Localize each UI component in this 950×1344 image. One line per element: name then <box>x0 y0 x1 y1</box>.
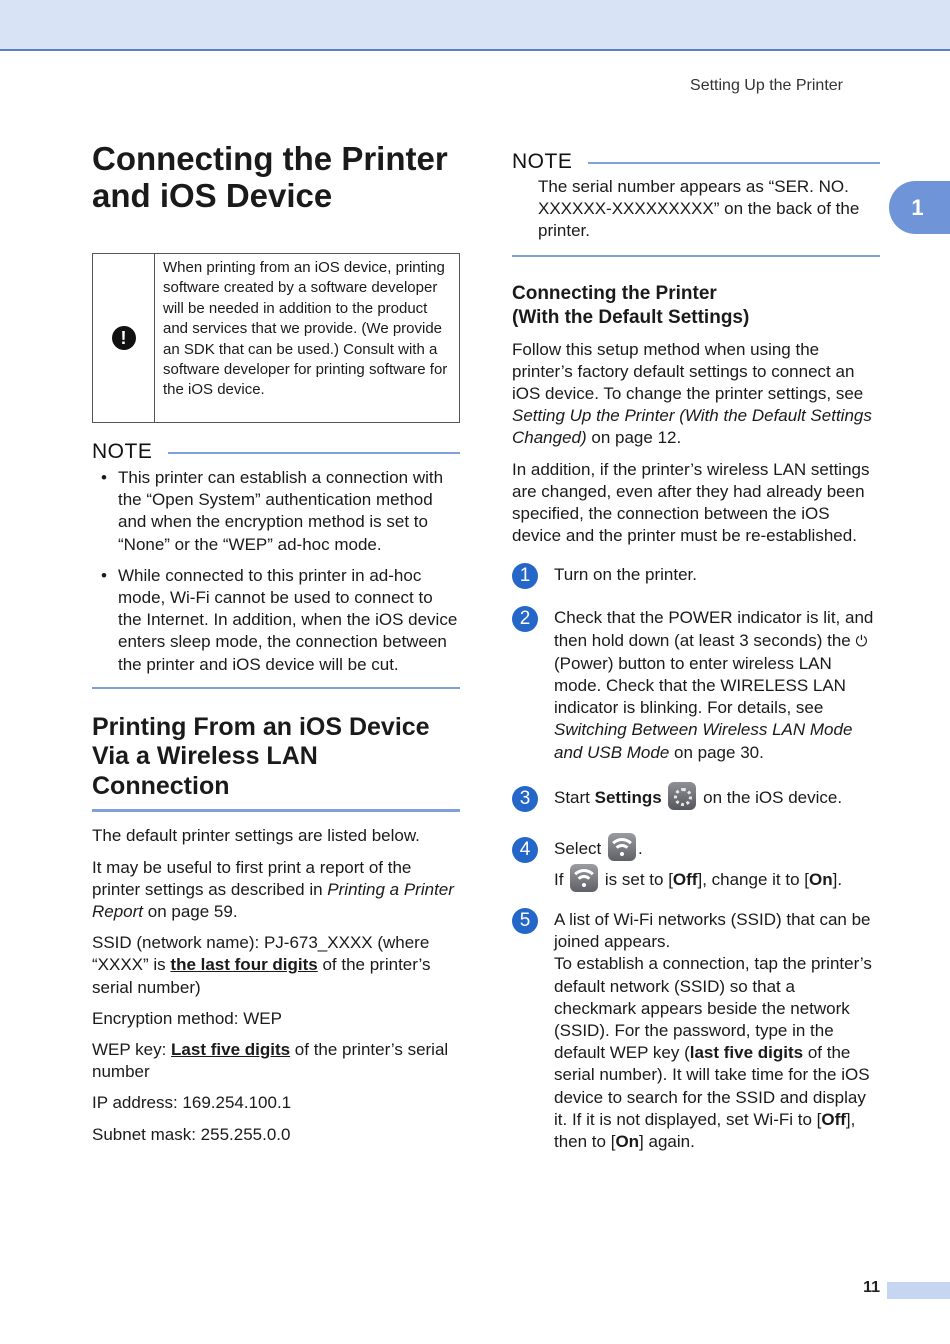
subsection-title <box>512 282 880 330</box>
step-number-badge: 1 <box>512 563 538 589</box>
subsection-title-line-2: (With the Default Settings) <box>512 306 750 328</box>
step-text <box>554 909 880 1153</box>
section-printing-wireless <box>92 713 460 1146</box>
step-1 <box>512 564 880 589</box>
page-title <box>92 140 460 214</box>
step-5-line-1: A list of Wi-Fi networks (SSID) that can be joined appears. <box>554 909 871 952</box>
page-title-line-1: Connecting the Printer <box>92 140 448 177</box>
note-heading <box>512 150 880 174</box>
step-text: Turn on the printer. <box>554 565 698 585</box>
section-title <box>92 713 460 802</box>
ssid-setting: SSID (network name): PJ-673_XXXX (where “XXXX” is the last four digits of the printer’s serial number) <box>92 933 431 997</box>
note-item: • This printer can establish a connection with the “Open System” authentication method and when the encryption method is set to “None” or the “WEP” ad-hoc mode. <box>92 467 460 556</box>
subsection-title-line-1: Connecting the Printer <box>512 282 717 304</box>
step-2 <box>512 607 880 763</box>
off-label: Off <box>672 869 698 889</box>
settings-gear-icon <box>668 782 696 810</box>
note-rule <box>588 162 880 164</box>
on-label: On <box>615 1131 640 1151</box>
default-settings-intro: The default printer settings are listed below. <box>92 826 420 846</box>
note-rule <box>168 452 460 454</box>
report-reference: Printing a Printer Report <box>92 879 454 921</box>
step-5 <box>512 909 880 1153</box>
step-text: Check that the POWER indicator is lit, and then hold down (at least 3 seconds) the ⏻ (Power) button to enter wireless LAN mode. Check that the WIRELESS LAN indicator is blinking. For details, see Switching Between Wireless LAN Mode and USB Mode on page 30. <box>554 608 874 762</box>
top-header-band <box>0 0 950 51</box>
step-3 <box>512 787 880 812</box>
step-4 <box>512 838 880 892</box>
section-title-line-3: Connection <box>92 771 230 800</box>
section-title-line-2: Via a Wireless LAN <box>92 742 318 771</box>
note-list <box>92 467 460 676</box>
on-label: On <box>808 869 833 889</box>
note-item: • While connected to this printer in ad-hoc mode, Wi-Fi cannot be used to connect to the Internet. In addition, when the iOS device enters sleep mode, the connection between the printer and iOS device will be cut. <box>92 565 460 676</box>
wep-emphasis: Last five digits <box>171 1039 291 1059</box>
reestablish-paragraph: In addition, if the printer’s wireless LAN settings are changed, even after they had already been specified, the connection between the iOS device and the printer must be re-established. <box>512 459 870 546</box>
left-column <box>92 140 460 1146</box>
wifi-icon <box>608 833 636 861</box>
note-end-rule <box>512 255 880 257</box>
step-number-badge: 2 <box>512 606 538 632</box>
footer-tab <box>887 1282 950 1299</box>
subnet-mask-setting: Subnet mask: 255.255.0.0 <box>92 1124 291 1144</box>
section-underline <box>92 809 460 812</box>
page-title-line-2: and iOS Device <box>92 177 333 214</box>
ip-address-setting: IP address: 169.254.100.1 <box>92 1093 292 1113</box>
settings-changed-reference: Setting Up the Printer (With the Default Settings Changed) <box>512 406 872 448</box>
step-number-badge: 5 <box>512 908 538 934</box>
note-heading <box>92 440 460 464</box>
important-icon-cell <box>93 254 155 422</box>
important-notice-text: When printing from an iOS device, printing software created by a software developer will be needed in addition to the product and services that we provide. (We provide an SDK that can be used.) Consult with a software developer for printing software for the iOS device. <box>163 259 448 399</box>
step-text: Start Settings on the iOS device. <box>554 787 880 810</box>
section-title-line-1: Printing From an iOS Device <box>92 712 430 741</box>
step-number-badge: 4 <box>512 837 538 863</box>
chapter-tab: 1 <box>889 181 950 234</box>
step-text: Select . If is set to [Off], change it to [On]. <box>554 838 880 892</box>
report-paragraph: It may be useful to first print a report of the printer settings as described in Printing a Printer Report on page 59. <box>92 857 454 921</box>
ssid-emphasis: the last four digits <box>170 955 318 975</box>
setup-method-paragraph: Follow this setup method when using the printer’s factory default settings to connect an iOS device. To change the printer settings, see Setting Up the Printer (With the Default Settings Changed) on page 12. <box>512 339 872 448</box>
last-five-digits-label: last five digits <box>689 1043 804 1063</box>
note-heading-text: NOTE <box>92 440 153 463</box>
step-5-instructions: To establish a connection, tap the printer’s default network (SSID) so that a checkmark appears beside the network (SSID). For the password, type in the default WEP key (last five digits of the serial number). It will take time for the iOS device to search for the SSID and display it. If it is not displayed, set Wi-Fi to [Off], then to [On] again. <box>554 954 872 1151</box>
settings-label: Settings <box>594 787 662 807</box>
off-label: Off <box>821 1109 846 1129</box>
serial-note-text: The serial number appears as “SER. NO. XXXXXX-XXXXXXXXX” on the back of the printer. <box>538 177 860 241</box>
encryption-setting: Encryption method: WEP <box>92 1008 282 1028</box>
wireless-usb-reference: Switching Between Wireless LAN Mode and USB Mode <box>554 720 853 762</box>
power-icon: ⏻ <box>855 632 868 650</box>
wep-key-setting: WEP key: Last five digits of the printer’s serial number <box>92 1039 449 1082</box>
exclamation-icon: ! <box>112 326 136 350</box>
important-notice-box <box>92 253 460 423</box>
wifi-icon <box>570 864 598 892</box>
note-end-rule <box>92 687 460 689</box>
page-number: 11 <box>863 1279 880 1296</box>
note-block-left <box>92 440 460 689</box>
note-block-right <box>512 150 880 257</box>
note-heading-text: NOTE <box>512 150 573 173</box>
running-header: Setting Up the Printer <box>690 77 843 94</box>
step-number-badge: 3 <box>512 786 538 812</box>
right-column <box>512 150 880 1153</box>
